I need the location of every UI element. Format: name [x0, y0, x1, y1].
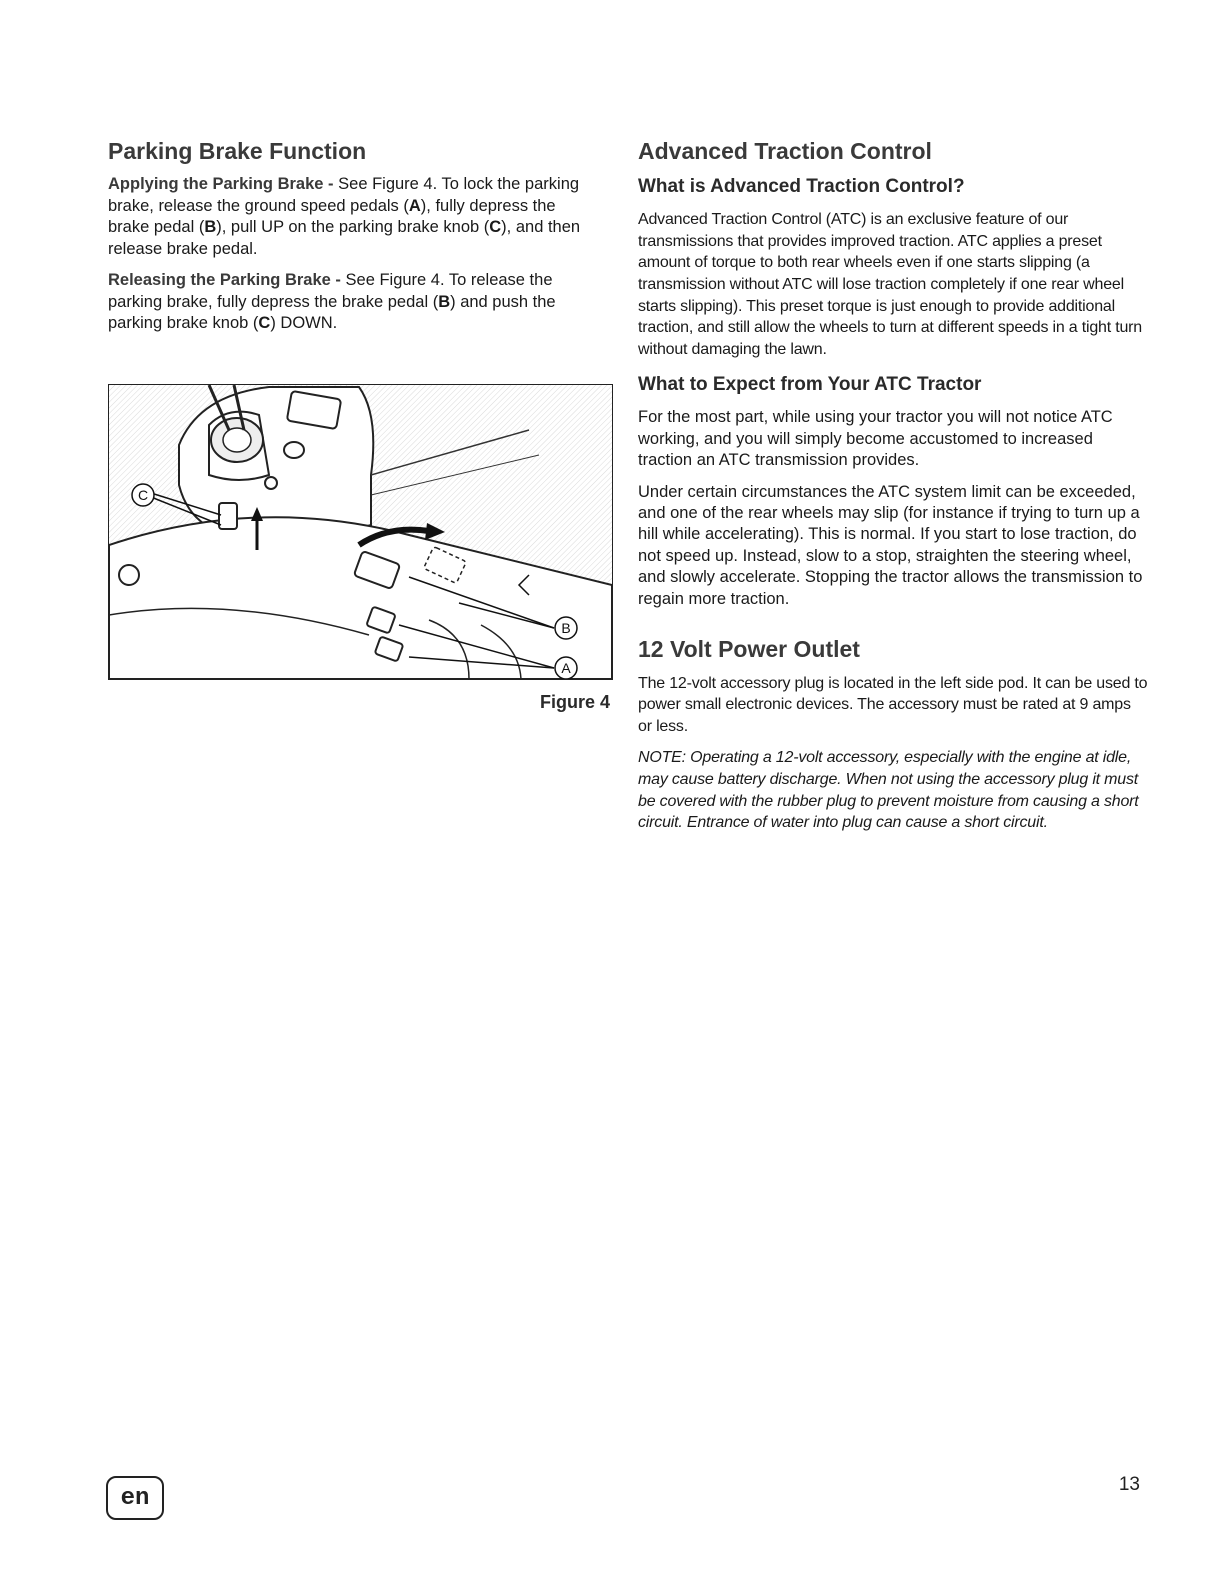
right-column	[638, 138, 1148, 844]
applying-parking-brake-paragraph: Applying the Parking Brake - See Figure 4. To lock the parking brake, release the ground speed pedals (A), fully depress the brake pedal (B), pull UP on the parking brake knob (C), and then release brake pedal.	[108, 175, 581, 258]
releasing-lead: Releasing the Parking Brake -	[108, 271, 341, 290]
callout-a	[555, 657, 577, 679]
applying-lead: Applying the Parking Brake -	[108, 175, 334, 194]
svg-text:B: B	[561, 620, 571, 636]
figure-4-illustration	[108, 384, 613, 680]
power-outlet-note: NOTE: Operating a 12-volt accessory, especially with the engine at idle, may cause battery discharge. When not using the accessory plug it must be covered with the rubber plug to prevent moisture from causing a short circuit. Entrance of water into plug can cause a short circuit.	[638, 749, 1139, 832]
atc-heading: Advanced Traction Control	[638, 138, 932, 164]
releasing-parking-brake-paragraph: Releasing the Parking Brake - See Figure 4. To release the parking brake, fully depress the brake pedal (B) and push the parking brake knob (C) DOWN.	[108, 271, 556, 333]
power-outlet-paragraph: The 12-volt accessory plug is located in the left side pod. It can be used to power small electronic devices. The accessory must be rated at 9 amps or less.	[638, 674, 1148, 735]
callout-c	[132, 484, 154, 506]
page-number: 13	[1118, 1474, 1140, 1495]
expect-paragraph-2: Under certain circumstances the ATC system limit can be exceeded, and one of the rear wheels may slip (for instance if trying to turn up a hill while accelerating). This is normal. If you start to lose traction, do not speed up. Instead, slow to a stop, straighten the steering wheel, and slowly accelerate. Stopping the tractor allows the transmission to regain more traction.	[638, 482, 1143, 608]
what-is-atc-paragraph: Advanced Traction Control (ATC) is an exclusive feature of our transmissions that provides improved traction. ATC applies a preset amount of torque to both rear wheels even if one starts slipping (a transmission without ATC will lose traction completely if one rear wheel starts slipping). This preset torque is just enough to provide additional traction, and still allow the wheels to turn at different speeds in a tight turn without damaging the lawn.	[638, 211, 1143, 358]
expect-paragraph-1: For the most part, while using your tractor you will not notice ATC working, and you will simply become accustomed to increased traction an ATC transmission provides.	[638, 408, 1113, 470]
parking-brake-heading: Parking Brake Function	[108, 138, 367, 164]
what-to-expect-heading: What to Expect from Your ATC Tractor	[638, 374, 982, 396]
left-column	[108, 138, 588, 345]
tractor-pedal-illustration	[109, 385, 612, 679]
svg-text:C: C	[137, 487, 149, 503]
what-is-atc-heading: What is Advanced Traction Control?	[638, 176, 965, 198]
callout-b	[555, 617, 577, 639]
language-badge: en	[106, 1476, 164, 1520]
power-outlet-heading: 12 Volt Power Outlet	[638, 636, 860, 663]
svg-text:A: A	[561, 660, 571, 676]
figure-caption: Figure 4	[539, 692, 610, 712]
